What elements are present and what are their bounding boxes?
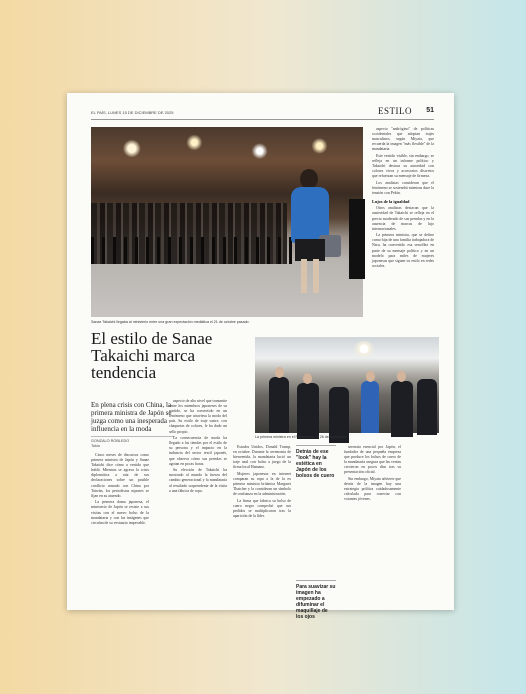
subsection-heading: Lujos de la igualdad — [372, 199, 410, 205]
minister-legs — [301, 259, 319, 293]
article-headline: El estilo de Sanae Takaichi marca tendencia — [91, 329, 213, 382]
parliament-photo — [255, 337, 439, 433]
official-face — [303, 373, 312, 384]
main-photo — [91, 127, 363, 317]
newspaper-page — [67, 93, 454, 620]
main-photo-caption: Sanae Takaichi llegaba al ministerio entre una gran expectación mediática el 21 de octubre pasado. — [91, 320, 250, 324]
minister-face — [366, 371, 375, 382]
pull-quote: Para suavizar su imagen ha empezado a difuminar el maquillaje de los ojos — [296, 580, 336, 620]
text-column-2: aspecto de alto nivel que transmite entre los miembros japoneses de su partido, se ha convertido en un fenómeno que atraviesa la moda del país. Su estilo de traje sastre, con chaquetas de colores, le ha dado un sello propio. La consecuencia de moda ha llegado a las tiendas por el estilo de su persona y el impacto en la industria del sector textil japonés, que observa cómo sus prendas se agotan en pocas horas. Su elección de Takaichi ha mostrado al mundo la fuerza del cambio generacional y la mandataria al resultado sorprendente de la visita a una fábrica de ropa. — [169, 399, 227, 493]
text-column-1: Cinco meses de discursos como primera ministra de Japón y Sanae Takaichi dice cómo a vestido que habló. Mientras se agrava la crisis diplomática a raíz de sus declaraciones sobre un posible conflicto armado con China por Taiwán, los periodistas nipones se fijan en su atuendo. La primera dama japonesa, el ministerio de Japón se resiste a sus visitas con el nuevo bolso de la mandataria y con las imágenes que circulan de su vestuario impecable. — [91, 453, 149, 525]
official-suit — [269, 377, 289, 433]
running-head-date: EL PAÍS, LUNES 15 DE DICIEMBRE DE 2025 — [91, 110, 174, 115]
official-suit — [417, 379, 437, 435]
minister-skirt — [295, 239, 325, 261]
parliament-photo-caption: La primera ministra en el Parlamento, el 26 de noviembre. — [255, 435, 348, 439]
aide-figure — [349, 199, 365, 279]
chandelier — [353, 341, 375, 357]
minister-blue-jacket — [361, 381, 379, 433]
tripods — [91, 237, 292, 264]
official-face — [275, 367, 284, 378]
text-column-3: Estados Unidos, Donald Trump, en octubre. Durante la ceremonia de bienvenida, la mandataria lució un traje azul con bolso a juego de la firma local Hamano. Mujeres japonesas en internet comparan su ropa a la de la ex primera ministra británica Margaret Thatcher y la consideran un símbolo de confianza en la administración. La firma que fabrica su bolso de cuero negro comprobó que sus pedidos se multiplicaron tras la aparición de la líder. — [233, 445, 291, 519]
text-column-4: serenata esencial por Japón, el fundador de una pequeña empresa que produce los bolsos de cuero de la mandataria asegura que las ventas crecieron en pocos días tras su presentación oficial. Sin embargo, Miyata advierte que detrás de la imagen hay una estrategia política cuidadosamente calculada para conectar con votantes jóvenes. — [344, 445, 401, 502]
dateline: Tokio — [91, 443, 100, 448]
author-name: GONZALO ROBLEDO — [91, 439, 130, 443]
pull-quote: Detrás de ese "look" hay la estética en Japón de los bolsos de cuero — [296, 445, 336, 479]
running-head — [91, 105, 434, 120]
section-name: ESTILO — [378, 106, 412, 116]
official-suit — [297, 383, 319, 439]
official-face — [397, 371, 406, 382]
byline — [91, 436, 175, 449]
minister-head — [300, 169, 318, 189]
text-column-5: aspecto "andrógino" de políticas occidentales que adoptan trajes masculinos, según Miyata, que recuerda la imagen "más flexible" de la mandataria. Este vestido visible, sin embargo, se refleja en un informe político y Takaichi destaca su autoridad con colores vivos y accesorios discretos que refuerzan su mensaje de firmeza. Los analistas consideran que el fenómeno se sostendrá mientras dure la tensión con Pekín. Lujos de la igualdad Otros analistas destacan que la austeridad de Takaichi se refleja en el precio moderado de sus prendas y en la ausencia de marcas de lujo internacionales. La primera ministra, que se define como hija de una familia trabajadora de Nara, ha convertido esa sencillez en parte de su mensaje político y en un modelo para miles de mujeres japonesas que siguen su estilo en redes sociales. — [372, 127, 434, 268]
article-subhead: En plena crisis con China, la primera ministra de Japón se juzga como una inesperada influencia en la moda — [91, 401, 172, 433]
official-suit — [391, 381, 413, 437]
page-number: 51 — [426, 107, 434, 114]
